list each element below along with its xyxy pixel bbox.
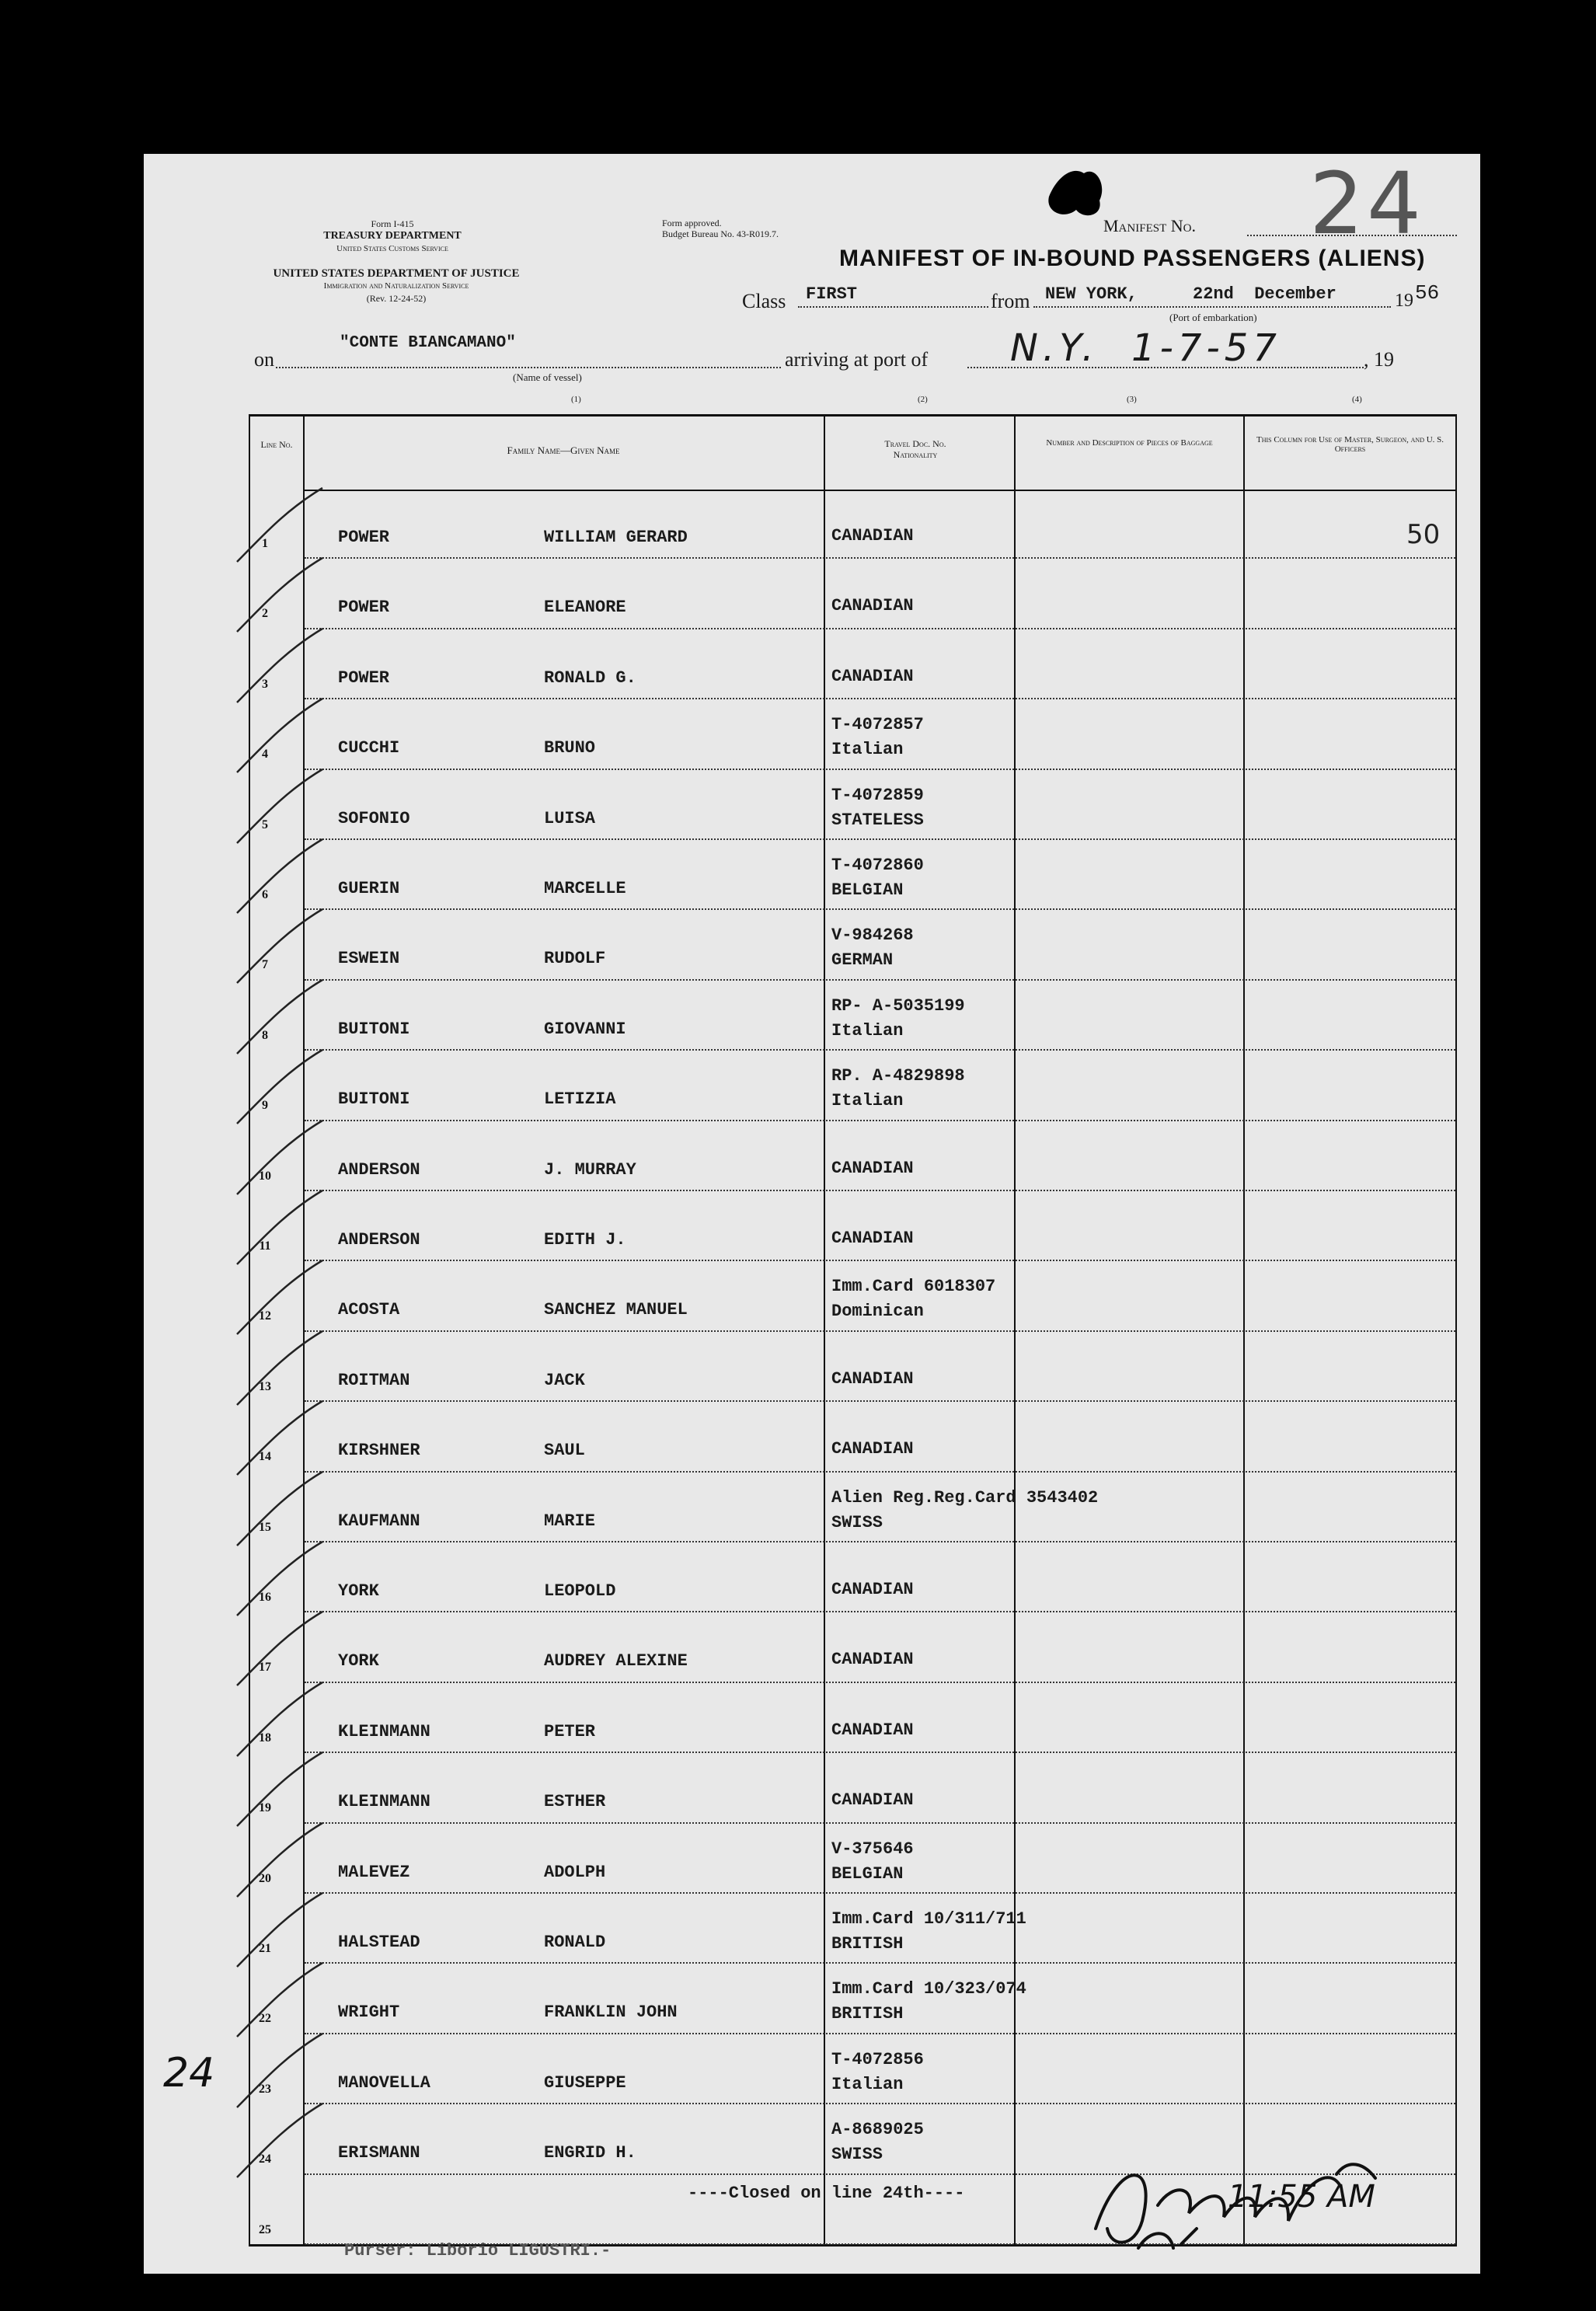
line-number: 19	[259, 1801, 271, 1815]
line-number: 5	[262, 817, 268, 831]
col-num-4: (4)	[1352, 395, 1362, 404]
given-name: RUDOLF	[544, 949, 606, 969]
given-name: LUISA	[544, 808, 596, 828]
year-value: 56	[1415, 281, 1440, 305]
form-header-justice	[249, 267, 544, 305]
family-name: ANDERSON	[338, 1230, 420, 1250]
from-value: NEW YORK,	[1045, 284, 1138, 304]
given-name: MARCELLE	[544, 879, 626, 898]
family-name: HALSTEAD	[338, 1933, 420, 1952]
check-mark	[229, 2100, 330, 2185]
vessel-name: "CONTE BIANCAMANO"	[340, 334, 516, 352]
line-number: 22	[259, 2012, 271, 2026]
row-separator	[305, 2033, 1455, 2034]
officer-note: 50	[1406, 519, 1441, 550]
row-separator	[305, 1682, 1455, 1683]
given-name: LETIZIA	[544, 1089, 616, 1110]
nationality: BELGIAN	[831, 880, 904, 900]
line-number: 11	[259, 1239, 271, 1253]
row-separator	[305, 557, 1455, 559]
on-label: on	[254, 348, 274, 371]
travel-doc-number: T-4072859	[831, 785, 924, 805]
family-name: KLEINMANN	[338, 1792, 430, 1812]
line-number: 9	[262, 1099, 268, 1113]
family-name: MALEVEZ	[338, 1862, 410, 1882]
closed-note: ----Closed on line 24th----	[688, 2184, 965, 2203]
nationality: SWISS	[831, 2145, 883, 2165]
from-line	[1033, 306, 1391, 308]
line-number: 21	[259, 1942, 271, 1955]
line-number: 3	[262, 677, 268, 691]
travel-doc-number: Imm.Card 6018307	[831, 1277, 996, 1297]
given-name: ELEANORE	[544, 598, 626, 618]
family-name: YORK	[338, 1651, 379, 1671]
col-num-2: (2)	[918, 395, 928, 404]
year-prefix: 19	[1395, 291, 1413, 311]
nationality: Italian	[831, 740, 904, 760]
line-number: 18	[259, 1731, 271, 1745]
line-number: 12	[259, 1309, 271, 1323]
col-header-travel-doc: Travel Doc. No. Nationality	[884, 438, 946, 460]
given-name: PETER	[544, 1721, 596, 1741]
family-name: POWER	[338, 528, 390, 547]
given-name: FRANKLIN JOHN	[544, 2003, 678, 2023]
line-number: 7	[262, 958, 268, 972]
given-name: GIOVANNI	[544, 1019, 626, 1039]
family-name: GUERIN	[338, 879, 400, 898]
immigration-service: Immigration and Naturalization Service	[323, 281, 469, 291]
given-name: GIUSEPPE	[544, 2072, 626, 2093]
from-label: from	[991, 290, 1030, 312]
given-name: SAUL	[544, 1441, 585, 1461]
col-header-officers: This Column for Use of Master, Surgeon, and U. S. Officers	[1256, 435, 1444, 454]
form-approved-text: Form approved.	[662, 218, 722, 228]
line-number: 20	[259, 1871, 271, 1885]
line-number: 23	[259, 2082, 271, 2096]
family-name: YORK	[338, 1581, 379, 1601]
manifest-title: MANIFEST OF IN-BOUND PASSENGERS (ALIENS)	[839, 246, 1426, 271]
arriving-label: arriving at port of	[785, 348, 929, 371]
vessel-caption: (Name of vessel)	[513, 371, 582, 383]
nationality: STATELESS	[831, 810, 924, 830]
line-number: 15	[259, 1520, 271, 1534]
travel-doc-number: T-4072856	[831, 2049, 924, 2069]
family-name: POWER	[338, 598, 390, 618]
travel-doc-number: T-4072857	[831, 715, 924, 735]
col-header-line-no: Line No.	[260, 439, 293, 450]
form-number: Form I-415	[371, 218, 414, 229]
line-number: 4	[262, 748, 268, 762]
arrival-date: 22nd December	[1193, 284, 1336, 304]
line-number: 25	[259, 2222, 271, 2236]
nationality: GERMAN	[831, 950, 894, 971]
line-number: 8	[262, 1028, 268, 1042]
line-number: 10	[259, 1169, 271, 1183]
travel-doc-number: A-8689025	[831, 2120, 924, 2140]
travel-doc-number: RP- A-5035199	[831, 995, 965, 1016]
row-separator	[305, 1541, 1455, 1542]
line-number: 13	[259, 1379, 271, 1393]
given-name: JACK	[544, 1370, 585, 1390]
family-name: ERISMANN	[338, 2143, 420, 2163]
line-number: 17	[259, 1661, 271, 1675]
family-name: KAUFMANN	[338, 1511, 420, 1531]
margin-note: 24	[163, 2050, 215, 2097]
line-number: 6	[262, 888, 268, 901]
nationality: CANADIAN	[831, 1158, 914, 1178]
nationality: CANADIAN	[831, 1650, 914, 1670]
given-name: RONALD	[544, 1933, 606, 1952]
nationality: Italian	[831, 2074, 904, 2094]
family-name: SOFONIO	[338, 808, 410, 828]
budget-bureau-text: Budget Bureau No. 43-R019.7.	[662, 228, 779, 239]
given-name: J. MURRAY	[544, 1159, 636, 1180]
family-name: ROITMAN	[338, 1370, 410, 1390]
class-value: FIRST	[806, 284, 858, 304]
arriving-year: , 19	[1364, 348, 1394, 371]
family-name: BUITONI	[338, 1019, 410, 1039]
arriving-line	[967, 367, 1364, 368]
nationality: CANADIAN	[831, 1368, 914, 1389]
row-separator	[305, 1190, 1455, 1191]
nationality: BRITISH	[831, 1934, 904, 1954]
row-separator	[305, 1822, 1455, 1824]
given-name: BRUNO	[544, 738, 596, 758]
column-header-bottom	[303, 490, 1455, 491]
line-number: 1	[262, 537, 268, 550]
row-separator	[305, 698, 1455, 699]
family-name: POWER	[338, 668, 390, 688]
port-of-embarkation-caption: (Port of embarkation)	[1169, 312, 1257, 323]
nationality: CANADIAN	[831, 666, 914, 686]
line-number: 24	[259, 2152, 271, 2166]
travel-doc-number: V-375646	[831, 1839, 914, 1859]
row-separator	[305, 979, 1455, 981]
travel-doc-number: Alien Reg.Reg.Card 3543402	[831, 1487, 1099, 1508]
row-separator	[305, 1120, 1455, 1121]
given-name: RONALD G.	[544, 668, 636, 688]
family-name: ACOSTA	[338, 1300, 400, 1320]
col-num-3: (3)	[1127, 395, 1137, 404]
given-name: MARIE	[544, 1511, 596, 1531]
given-name: WILLIAM GERARD	[544, 528, 688, 547]
manifest-page	[144, 154, 1480, 2274]
nationality: CANADIAN	[831, 1580, 914, 1599]
family-name: BUITONI	[338, 1089, 410, 1110]
given-name: ENGRID H.	[544, 2143, 636, 2163]
table-top-border	[249, 414, 1457, 417]
row-separator	[305, 1260, 1455, 1261]
row-separator	[305, 628, 1455, 629]
travel-doc-number: RP. A-4829898	[831, 1066, 965, 1086]
nationality: Dominican	[831, 1302, 924, 1322]
form-approval	[662, 218, 779, 239]
nationality: BRITISH	[831, 2004, 904, 2024]
arrival-port-handwritten: N.Y. 1-7-57	[1010, 326, 1281, 370]
manifest-number: 24	[1309, 154, 1424, 253]
given-name: EDITH J.	[544, 1230, 626, 1250]
travel-doc-number: V-984268	[831, 925, 914, 946]
given-name: ADOLPH	[544, 1862, 606, 1882]
vessel-line	[276, 367, 781, 368]
row-separator	[305, 1611, 1455, 1612]
travel-doc-number: Imm.Card 10/311/711	[831, 1909, 1026, 1929]
class-label: Class	[742, 290, 786, 312]
row-separator	[305, 1962, 1455, 1964]
purser-line: Purser: Liborio LIGUSTRI.-	[344, 2241, 612, 2260]
family-name: ESWEIN	[338, 949, 400, 969]
treasury-department: TREASURY DEPARTMENT	[323, 230, 462, 242]
given-name: AUDREY ALEXINE	[544, 1651, 688, 1671]
nationality: CANADIAN	[831, 526, 914, 546]
row-separator	[305, 769, 1455, 770]
nationality: SWISS	[831, 1512, 883, 1532]
col-num-1: (1)	[571, 395, 581, 404]
line-number: 14	[259, 1450, 271, 1464]
signature-time: 11:55 AM	[1228, 2179, 1375, 2215]
nationality: CANADIAN	[831, 596, 914, 616]
row-separator	[305, 1049, 1455, 1051]
ink-blot-mark	[1041, 162, 1111, 224]
family-name: ANDERSON	[338, 1159, 420, 1180]
given-name: SANCHEZ MANUEL	[544, 1300, 688, 1320]
row-separator	[305, 1330, 1455, 1332]
form-header-treasury	[276, 218, 509, 255]
nationality: CANADIAN	[831, 1720, 914, 1740]
nationality: Italian	[831, 1020, 904, 1040]
justice-department: UNITED STATES DEPARTMENT OF JUSTICE	[273, 267, 520, 280]
class-line	[798, 306, 988, 308]
nationality: BELGIAN	[831, 1863, 904, 1884]
family-name: CUCCHI	[338, 738, 400, 758]
col-header-name: Family Name—Given Name	[507, 444, 620, 456]
row-separator	[305, 1752, 1455, 1753]
col-header-baggage: Number and Description of Pieces of Baggage	[1046, 438, 1213, 448]
form-revision: (Rev. 12-24-52)	[366, 293, 427, 304]
row-separator	[305, 838, 1455, 840]
family-name: KLEINMANN	[338, 1721, 430, 1741]
nationality: CANADIAN	[831, 1229, 914, 1248]
row-separator	[305, 1400, 1455, 1402]
row-separator	[305, 1471, 1455, 1473]
travel-doc-number: Imm.Card 10/323/074	[831, 1979, 1026, 1999]
nationality: Italian	[831, 1091, 904, 1111]
travel-doc-number: T-4072860	[831, 856, 924, 875]
table-right-border	[1455, 414, 1457, 2247]
row-separator	[305, 1892, 1455, 1894]
family-name: WRIGHT	[338, 2003, 400, 2023]
row-separator	[305, 2103, 1455, 2104]
line-number: 16	[259, 1591, 271, 1604]
family-name: MANOVELLA	[338, 2072, 430, 2093]
row-separator	[305, 908, 1455, 910]
line-number: 2	[262, 607, 268, 621]
family-name: KIRSHNER	[338, 1441, 420, 1461]
nationality: CANADIAN	[831, 1790, 914, 1811]
customs-service: United States Customs Service	[336, 244, 448, 253]
given-name: ESTHER	[544, 1792, 606, 1812]
given-name: LEOPOLD	[544, 1581, 616, 1601]
nationality: CANADIAN	[831, 1439, 914, 1459]
manifest-no-label: Manifest No.	[1103, 216, 1196, 235]
